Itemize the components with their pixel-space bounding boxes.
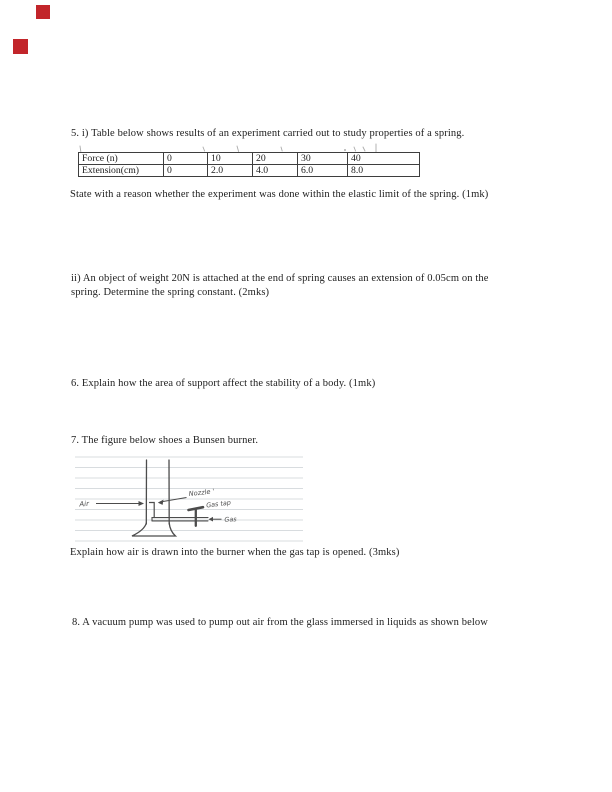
air-label: Air xyxy=(79,499,90,509)
question-5ii-line1: ii) An object of weight 20N is attached at the end of spring causes an extension of 0.05cm on the xyxy=(71,273,489,284)
table-row xyxy=(79,153,420,165)
question-7-explain: Explain how air is drawn into the burner when the gas tap is opened. (3mks) xyxy=(70,547,400,558)
table-cell: 0 xyxy=(164,153,208,165)
gas-tap-symbol xyxy=(189,507,204,526)
table-row xyxy=(79,165,420,177)
nozzle-label: Nozzle ' xyxy=(188,487,215,498)
table-cell: 40 xyxy=(348,153,420,165)
ruled-lines xyxy=(75,457,303,541)
table-cell: 30 xyxy=(298,153,348,165)
table-cell: 8.0 xyxy=(348,165,420,177)
table-cell-extension-label: Extension(cm) xyxy=(79,165,164,177)
question-5-state: State with a reason whether the experiment was done within the elastic limit of the spring. (1mk) xyxy=(70,189,489,200)
table-cell-force-label: Force (n) xyxy=(79,153,164,165)
gas-pipe xyxy=(152,518,208,521)
table-cell: 6.0 xyxy=(298,165,348,177)
question-7: 7. The figure below shoes a Bunsen burner. xyxy=(71,435,259,446)
nozzle-tube xyxy=(150,503,155,518)
air-arrow xyxy=(96,501,144,506)
burner-base xyxy=(132,523,176,536)
table-cell: 4.0 xyxy=(253,165,298,177)
gas-tap-label: Gas tap xyxy=(205,498,232,510)
bunsen-burner-figure xyxy=(70,450,310,550)
force-extension-table xyxy=(78,152,420,177)
gas-arrow xyxy=(209,517,222,522)
question-5-intro: 5. i) Table below shows results of an experiment carried out to study properties of a spring. xyxy=(71,128,465,139)
gas-label: Gas xyxy=(224,515,237,524)
question-5ii-line2: spring. Determine the spring constant. (2mks) xyxy=(71,287,270,298)
question-6: 6. Explain how the area of support affect the stability of a body. (1mk) xyxy=(71,378,376,389)
question-8: 8. A vacuum pump was used to pump out air from the glass immersed in liquids as shown below xyxy=(72,617,489,628)
table-cell: 10 xyxy=(208,153,253,165)
table-cell: 2.0 xyxy=(208,165,253,177)
table-cell: 0 xyxy=(164,165,208,177)
table-cell: 20 xyxy=(253,153,298,165)
red-marker-square-top xyxy=(36,5,50,19)
red-marker-square-lower xyxy=(13,39,28,54)
burner-barrel xyxy=(146,460,169,524)
